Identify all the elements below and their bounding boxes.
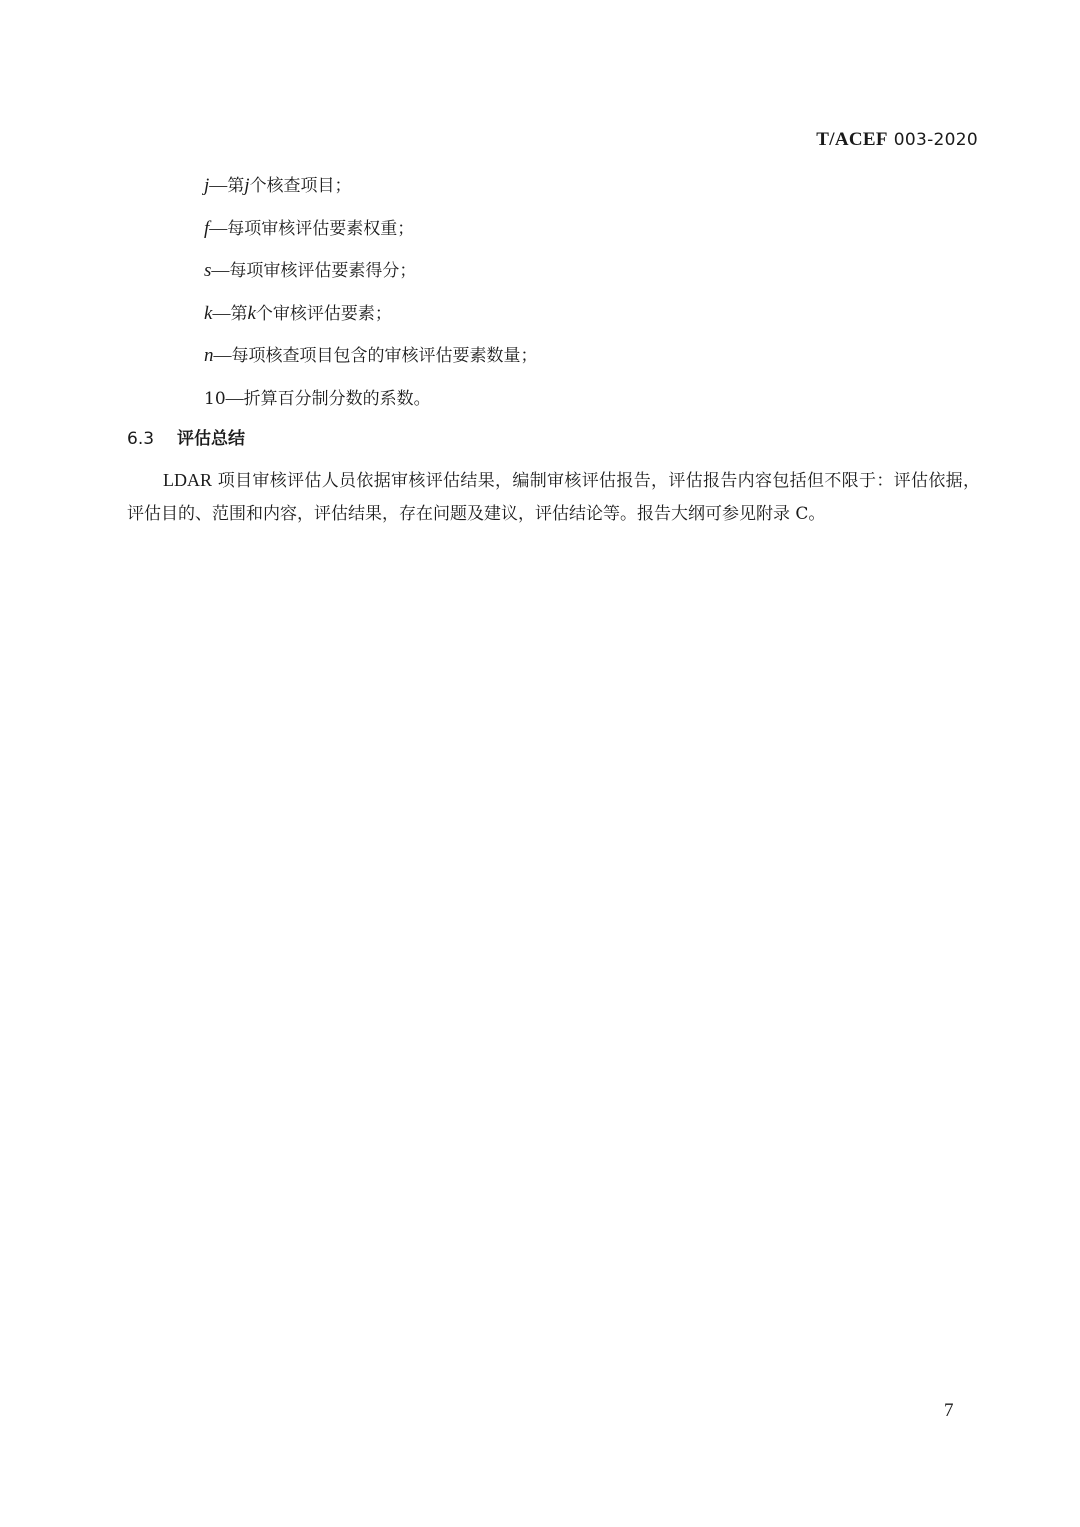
definition-text: 第 (230, 303, 248, 324)
definition-text: 第 (227, 176, 245, 196)
section-heading (127, 424, 245, 449)
definition-dash: — (211, 260, 230, 281)
definition-dash: — (209, 175, 228, 195)
definition-symbol: j (204, 175, 210, 196)
definition-text-after: 个审核评估要素； (255, 303, 392, 324)
definition-text: 每项审核评估要素权重； (227, 218, 415, 239)
variable-definitions (204, 170, 538, 426)
section-paragraph (127, 464, 980, 531)
definition-dash: — (209, 217, 228, 238)
definition-symbol: f (204, 217, 210, 239)
document-code (816, 129, 978, 151)
paragraph-lead-term: LDAR (163, 470, 212, 490)
definition-symbol: k (204, 302, 213, 324)
definition-dash: — (213, 345, 232, 366)
definition-item (204, 170, 538, 213)
definition-item (204, 255, 538, 298)
definition-text: 每项审核评估要素得分； (229, 261, 417, 282)
definition-symbol: s (204, 260, 212, 282)
page-number: 7 (944, 1400, 954, 1421)
definition-dash: — (212, 302, 231, 323)
section-title: 评估总结 (177, 429, 245, 449)
definition-item (204, 298, 538, 341)
definition-inline-symbol: k (247, 302, 256, 324)
definition-text: 折算百分制分数的系数。 (243, 388, 431, 409)
document-code-number: 003-2020 (893, 130, 978, 150)
section-number: 6.3 (127, 429, 155, 449)
definition-coefficient: 10 (204, 388, 226, 409)
definition-text-after: 个核查项目； (249, 176, 352, 196)
definition-inline-symbol: j (244, 175, 250, 196)
document-code-prefix: T/ACEF (816, 129, 888, 150)
definition-item (204, 213, 538, 256)
definition-text: 每项核查项目包含的审核评估要素数量； (231, 346, 538, 367)
definition-item (204, 383, 538, 426)
definition-item (204, 340, 538, 383)
paragraph-text: 项目审核评估人员依据审核评估结果，编制审核评估报告，评估报告内容包括但不限于：评估依据，评估目的、范围和内容，评估结果，存在问题及建议，评估结论等。报告大纲可参见附录 C。 (127, 471, 980, 524)
definition-dash: — (225, 387, 244, 408)
definition-symbol: n (204, 345, 214, 367)
